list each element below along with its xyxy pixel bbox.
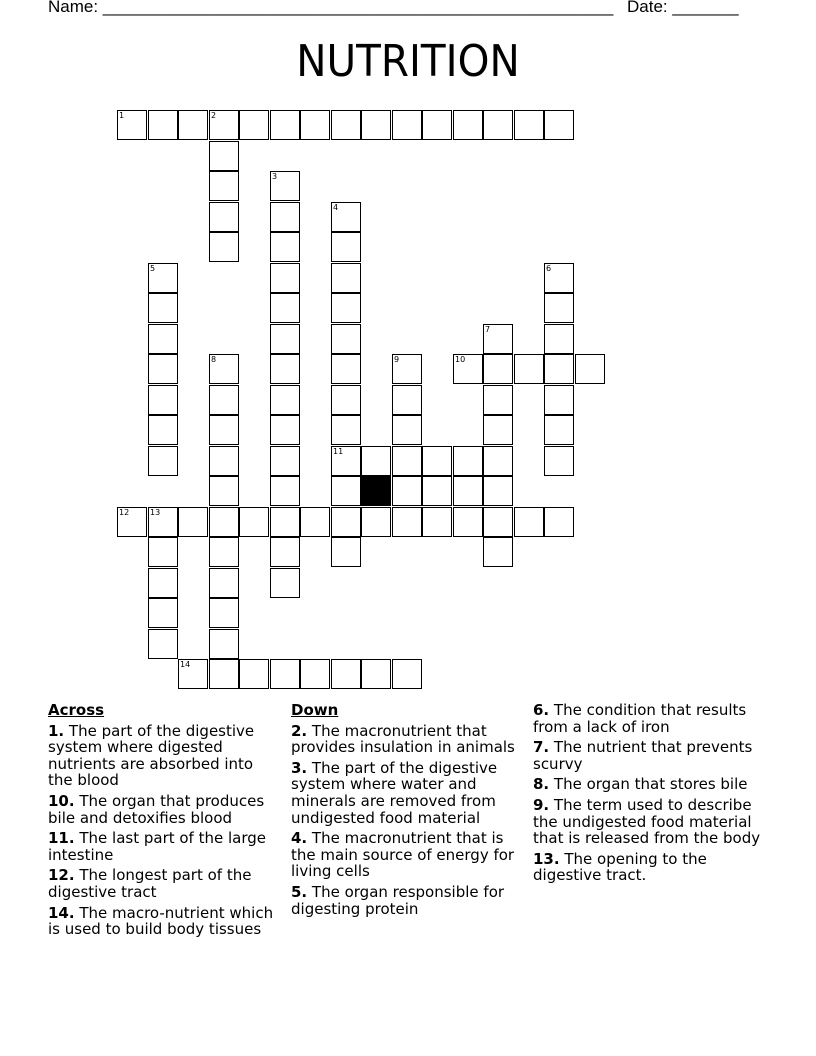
clue-number: 4. bbox=[291, 829, 308, 848]
answer-square[interactable] bbox=[270, 446, 300, 476]
clue-number-label: 5 bbox=[150, 264, 156, 273]
clue-down-13 bbox=[533, 851, 773, 884]
answer-square[interactable] bbox=[148, 354, 178, 384]
answer-square[interactable] bbox=[209, 232, 239, 262]
answer-square[interactable] bbox=[361, 110, 391, 140]
across-heading: Across bbox=[48, 701, 105, 719]
clue-text: The organ responsible for digesting protein bbox=[291, 882, 505, 918]
answer-square[interactable] bbox=[209, 354, 239, 384]
clue-across-14 bbox=[48, 905, 278, 938]
puzzle-title: NUTRITION bbox=[296, 36, 520, 87]
answer-square[interactable] bbox=[270, 171, 300, 201]
clue-number: 5. bbox=[291, 882, 308, 901]
clue-across-1 bbox=[48, 723, 278, 789]
answer-square[interactable] bbox=[148, 385, 178, 415]
clue-number: 1. bbox=[48, 721, 65, 740]
answer-square[interactable] bbox=[270, 110, 300, 140]
answer-square[interactable] bbox=[392, 415, 422, 445]
answer-square[interactable] bbox=[331, 232, 361, 262]
answer-square[interactable] bbox=[300, 507, 330, 537]
black-square bbox=[361, 476, 391, 506]
answer-square[interactable] bbox=[178, 110, 208, 140]
answer-square[interactable] bbox=[209, 568, 239, 598]
answer-square[interactable] bbox=[331, 476, 361, 506]
clue-number-label: 10 bbox=[455, 355, 466, 364]
answer-square[interactable] bbox=[361, 507, 391, 537]
clue-column-3 bbox=[533, 702, 773, 888]
answer-square[interactable] bbox=[239, 110, 269, 140]
clue-number-label: 12 bbox=[119, 508, 130, 517]
clue-text: The opening to the digestive tract. bbox=[533, 849, 707, 885]
answer-square[interactable] bbox=[300, 659, 330, 689]
clue-down-5 bbox=[291, 884, 527, 917]
answer-square[interactable] bbox=[483, 354, 513, 384]
answer-square[interactable] bbox=[392, 110, 422, 140]
answer-square[interactable] bbox=[331, 446, 361, 476]
clue-number-label: 11 bbox=[333, 447, 344, 456]
answer-square[interactable] bbox=[331, 385, 361, 415]
clue-number-label: 9 bbox=[394, 355, 400, 364]
answer-square[interactable] bbox=[331, 324, 361, 354]
answer-square[interactable] bbox=[148, 110, 178, 140]
clue-column-2 bbox=[291, 700, 527, 921]
answer-square[interactable] bbox=[483, 324, 513, 354]
answer-square[interactable] bbox=[453, 446, 483, 476]
clue-number-label: 7 bbox=[485, 325, 491, 334]
answer-square[interactable] bbox=[331, 293, 361, 323]
clue-text: The part of the digestive system where digested nutrients are absorbed into the blood bbox=[48, 721, 255, 790]
clue-text: The macronutrient that provides insulation in animals bbox=[291, 721, 515, 757]
answer-square[interactable] bbox=[331, 507, 361, 537]
answer-square[interactable] bbox=[270, 659, 300, 689]
answer-square[interactable] bbox=[209, 415, 239, 445]
answer-square[interactable] bbox=[209, 202, 239, 232]
answer-square[interactable] bbox=[331, 202, 361, 232]
answer-square[interactable] bbox=[483, 446, 513, 476]
answer-square[interactable] bbox=[270, 324, 300, 354]
answer-square[interactable] bbox=[483, 110, 513, 140]
clue-text: The macro-nutrient which is used to build body tissues bbox=[48, 903, 274, 939]
answer-square[interactable] bbox=[392, 507, 422, 537]
answer-square[interactable] bbox=[392, 385, 422, 415]
answer-square[interactable] bbox=[209, 141, 239, 171]
answer-square[interactable] bbox=[483, 537, 513, 567]
answer-square[interactable] bbox=[392, 659, 422, 689]
clue-number-label: 1 bbox=[119, 111, 125, 120]
answer-square[interactable] bbox=[422, 110, 452, 140]
answer-square[interactable] bbox=[209, 598, 239, 628]
clue-down-4 bbox=[291, 830, 527, 880]
date-field-label: Date: _______ bbox=[627, 0, 739, 16]
clue-down-9 bbox=[533, 797, 773, 847]
clue-text: The macronutrient that is the main source of energy for living cells bbox=[291, 829, 515, 881]
answer-square[interactable] bbox=[453, 110, 483, 140]
answer-square[interactable] bbox=[453, 354, 483, 384]
answer-square[interactable] bbox=[148, 446, 178, 476]
clue-down-6 bbox=[533, 702, 773, 735]
answer-square[interactable] bbox=[544, 324, 574, 354]
clue-text: The condition that results from a lack of iron bbox=[533, 701, 747, 736]
answer-square[interactable] bbox=[270, 507, 300, 537]
answer-square[interactable] bbox=[361, 446, 391, 476]
clue-across-10 bbox=[48, 793, 278, 826]
clue-text: The part of the digestive system where water and minerals are removed from undigested food material bbox=[291, 758, 498, 827]
answer-square[interactable] bbox=[209, 537, 239, 567]
clue-number: 12. bbox=[48, 866, 75, 885]
answer-square[interactable] bbox=[148, 629, 178, 659]
answer-square[interactable] bbox=[483, 385, 513, 415]
answer-square[interactable] bbox=[422, 507, 452, 537]
clue-down-8 bbox=[533, 776, 773, 793]
answer-square[interactable] bbox=[270, 568, 300, 598]
answer-square[interactable] bbox=[209, 476, 239, 506]
answer-square[interactable] bbox=[331, 110, 361, 140]
answer-square[interactable] bbox=[331, 537, 361, 567]
clue-number-label: 3 bbox=[272, 172, 278, 181]
answer-square[interactable] bbox=[483, 476, 513, 506]
answer-square[interactable] bbox=[544, 110, 574, 140]
clue-text: The longest part of the digestive tract bbox=[48, 866, 252, 901]
answer-square[interactable] bbox=[148, 537, 178, 567]
answer-square[interactable] bbox=[514, 507, 544, 537]
clue-number-label: 4 bbox=[333, 203, 339, 212]
name-field-label: Name: ______________________________________________________ bbox=[48, 0, 614, 16]
clue-down-3 bbox=[291, 760, 527, 826]
answer-square[interactable] bbox=[270, 537, 300, 567]
answer-square[interactable] bbox=[148, 293, 178, 323]
answer-square[interactable] bbox=[331, 415, 361, 445]
answer-square[interactable] bbox=[483, 415, 513, 445]
clue-number: 8. bbox=[533, 775, 550, 794]
answer-square[interactable] bbox=[148, 263, 178, 293]
answer-square[interactable] bbox=[514, 110, 544, 140]
answer-square[interactable] bbox=[361, 659, 391, 689]
answer-square[interactable] bbox=[270, 354, 300, 384]
answer-square[interactable] bbox=[148, 568, 178, 598]
clue-number: 10. bbox=[48, 791, 75, 810]
answer-square[interactable] bbox=[544, 293, 574, 323]
answer-square[interactable] bbox=[270, 263, 300, 293]
answer-square[interactable] bbox=[270, 293, 300, 323]
clue-number-label: 14 bbox=[180, 660, 191, 669]
clue-text: The organ that stores bile bbox=[553, 775, 748, 794]
answer-square[interactable] bbox=[544, 446, 574, 476]
clue-text: The last part of the large intestine bbox=[48, 829, 267, 864]
answer-square[interactable] bbox=[514, 354, 544, 384]
answer-square[interactable] bbox=[239, 659, 269, 689]
answer-square[interactable] bbox=[544, 415, 574, 445]
clue-number: 6. bbox=[533, 701, 550, 719]
answer-square[interactable] bbox=[422, 476, 452, 506]
answer-square[interactable] bbox=[209, 659, 239, 689]
answer-square[interactable] bbox=[209, 446, 239, 476]
answer-square[interactable] bbox=[544, 507, 574, 537]
answer-square[interactable] bbox=[239, 507, 269, 537]
answer-square[interactable] bbox=[270, 202, 300, 232]
answer-square[interactable] bbox=[453, 507, 483, 537]
answer-square[interactable] bbox=[392, 476, 422, 506]
answer-square[interactable] bbox=[300, 110, 330, 140]
clue-text: The organ that produces bile and detoxifies blood bbox=[48, 791, 265, 827]
answer-square[interactable] bbox=[148, 415, 178, 445]
answer-square[interactable] bbox=[117, 507, 147, 537]
clue-number: 7. bbox=[533, 738, 550, 757]
answer-square[interactable] bbox=[575, 354, 605, 384]
clue-column-1 bbox=[48, 700, 278, 942]
clue-number: 14. bbox=[48, 903, 75, 922]
answer-square[interactable] bbox=[544, 263, 574, 293]
answer-square[interactable] bbox=[117, 110, 147, 140]
answer-square[interactable] bbox=[148, 324, 178, 354]
answer-square[interactable] bbox=[544, 385, 574, 415]
answer-square[interactable] bbox=[148, 598, 178, 628]
answer-square[interactable] bbox=[148, 507, 178, 537]
answer-square[interactable] bbox=[331, 659, 361, 689]
answer-square[interactable] bbox=[270, 476, 300, 506]
answer-square[interactable] bbox=[270, 385, 300, 415]
answer-square[interactable] bbox=[209, 629, 239, 659]
answer-square[interactable] bbox=[331, 354, 361, 384]
clue-number: 3. bbox=[291, 758, 308, 777]
clue-text: The term used to describe the undigested food material that is released from the body bbox=[533, 795, 761, 848]
answer-square[interactable] bbox=[209, 507, 239, 537]
clue-down-7 bbox=[533, 739, 773, 772]
clue-number: 11. bbox=[48, 829, 75, 848]
clue-text: The nutrient that prevents scurvy bbox=[533, 738, 753, 773]
answer-square[interactable] bbox=[453, 476, 483, 506]
answer-square[interactable] bbox=[392, 354, 422, 384]
answer-square[interactable] bbox=[270, 415, 300, 445]
clue-across-12 bbox=[48, 867, 278, 900]
clue-number-label: 8 bbox=[211, 355, 217, 364]
answer-square[interactable] bbox=[209, 385, 239, 415]
answer-square[interactable] bbox=[178, 659, 208, 689]
answer-square[interactable] bbox=[178, 507, 208, 537]
clue-number-label: 6 bbox=[546, 264, 552, 273]
answer-square[interactable] bbox=[483, 507, 513, 537]
answer-square[interactable] bbox=[422, 446, 452, 476]
down-heading: Down bbox=[291, 701, 339, 719]
answer-square[interactable] bbox=[209, 110, 239, 140]
clue-number-label: 2 bbox=[211, 111, 217, 120]
clue-number: 13. bbox=[533, 849, 560, 868]
answer-square[interactable] bbox=[270, 232, 300, 262]
answer-square[interactable] bbox=[392, 446, 422, 476]
clue-number: 9. bbox=[533, 795, 550, 814]
answer-square[interactable] bbox=[544, 354, 574, 384]
clue-number: 2. bbox=[291, 721, 308, 740]
answer-square[interactable] bbox=[209, 171, 239, 201]
clue-down-2 bbox=[291, 723, 527, 756]
clue-number-label: 13 bbox=[150, 508, 161, 517]
answer-square[interactable] bbox=[331, 263, 361, 293]
clue-across-11 bbox=[48, 830, 278, 863]
